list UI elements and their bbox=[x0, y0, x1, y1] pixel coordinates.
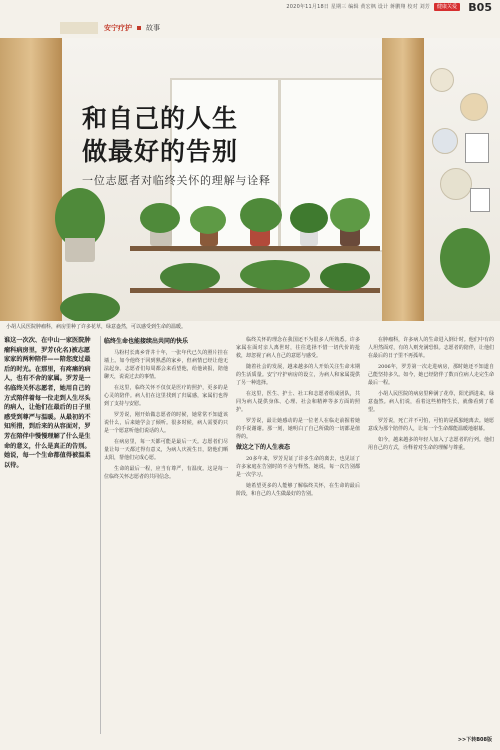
paragraph: 马粉村长离乡背井十年，一张年代已久的照片挂在墙上。如今他终于回到熟悉的家乡，但病情已经让他无法起身。志愿者们每周都会来看望他，给他读报，陪他聊天，说说过去的事情。 bbox=[104, 350, 228, 380]
hero-photo bbox=[0, 38, 500, 321]
paragraph: 罗芳说，最让她感动的是一位老人在临走前握着她的手说谢谢。那一刻，她明白了自己所做的一切都是值得的。 bbox=[236, 418, 360, 440]
paragraph: 在病房里，每一天都可能是最后一天。志愿者们尽量让每一天都过得有意义，为病人庆祝生日，陪他们晒太阳，帮他们完成心愿。 bbox=[104, 439, 228, 461]
title-line: 和自己的人生 bbox=[82, 104, 239, 133]
paragraph: 20多年来，罗芳见证了许多生命的离去，也见证了许多家庭在告别时的不舍与释然。她说，每一次告别都是一次学习。 bbox=[236, 456, 360, 478]
date-line: 2020年11月18日 星期三 编辑 黄宏枫 设计 蒋鹏翔 校对 刘芳 bbox=[286, 4, 430, 10]
continued-link[interactable]: >>下转B08版 bbox=[457, 737, 492, 743]
plant bbox=[320, 263, 370, 291]
paragraph: 随着社会的发展，越来越多的人开始关注生命末期的生活质量。安宁疗护病房的设立，为病人和家属提供了另一种选择。 bbox=[236, 364, 360, 386]
section-sub: 故事 bbox=[146, 24, 160, 32]
paragraph: 2006年，罗芳第一次走进病房，那时她还不知道自己能坚持多久。如今，她已经陪伴了数百位病人走完生命最后一程。 bbox=[368, 364, 494, 386]
paragraph: 临终关怀的理念在我国还不为很多人所熟悉。许多家属在面对亲人离世时，往往选择不惜一切代价的抢救，却忽视了病人自己的意愿与感受。 bbox=[236, 337, 360, 359]
paragraph: 她希望更多的人能够了解临终关怀，在生命的最后阶段，和自己的人生做最好的告别。 bbox=[236, 483, 360, 497]
section-badge: 健康关爱 bbox=[434, 3, 460, 11]
plant bbox=[60, 293, 120, 321]
photo-frame bbox=[465, 133, 489, 163]
paragraph: 在这里，医生、护士、社工和志愿者组成团队，共同为病人提供身体、心理、社会和精神等多方面的照护。 bbox=[236, 391, 360, 413]
plant bbox=[240, 198, 282, 232]
decor-plate bbox=[440, 168, 472, 200]
photo-frame bbox=[470, 188, 490, 212]
flower-pot bbox=[65, 238, 95, 262]
plant bbox=[330, 198, 370, 232]
article-column bbox=[104, 336, 228, 734]
paragraph: 在这里，临终关怀不仅仅是医疗的照护，更多的是心灵的陪伴。病人们在这里找到了归属感，家属们也得到了支持与安慰。 bbox=[104, 385, 228, 407]
section-divider bbox=[137, 26, 141, 30]
article-title bbox=[82, 102, 238, 168]
plant bbox=[190, 206, 226, 234]
article-subtitle: 一位志愿者对临终关怀的理解与诠释 bbox=[82, 174, 271, 187]
column-heading: 临终生命也能接续出共同的快乐 bbox=[104, 338, 189, 345]
plant bbox=[440, 228, 490, 288]
plant-shelf bbox=[130, 246, 380, 251]
curtain-left bbox=[0, 38, 62, 321]
paragraph: 生命的最后一程，应当有尊严，有温度。这是每一位临终关怀志愿者的共同信念。 bbox=[104, 466, 228, 480]
page-number: B05 bbox=[468, 1, 492, 14]
photo-caption: 小胡人民医院肿瘤科，病房里种了许多花草，绿意盎然，可以感受到生命的温暖。 bbox=[6, 324, 187, 330]
plant bbox=[240, 260, 310, 290]
decor-plate bbox=[460, 93, 488, 121]
article-column bbox=[368, 336, 494, 732]
curtain-right bbox=[382, 38, 424, 321]
plant bbox=[160, 263, 220, 291]
section-name: 安宁疗护 bbox=[104, 24, 132, 32]
paragraph: 罗芳说，刚开始做志愿者的时候，她常常不知道该说什么，后来她学会了倾听。很多时候，病人需要的只是一个愿意听他们说话的人。 bbox=[104, 412, 228, 434]
plant bbox=[290, 203, 328, 233]
paragraph: 罗芳说，死亡并不可怕，可怕的是孤独地离去。她愿意成为那个陪伴的人，让每一个生命都能温暖地谢幕。 bbox=[368, 418, 494, 432]
paragraph: 小胡人民医院的病房里种满了花草，阳光洒进来，绿意盎然。病人们说，看着这些植物生长，就像看到了希望。 bbox=[368, 391, 494, 413]
article-column bbox=[236, 336, 360, 734]
section-label bbox=[60, 22, 160, 34]
column-heading: 做这之下的人生表态 bbox=[236, 444, 291, 451]
article-lede: 谁这一次次、在中山一家医院肿瘤科病房里，罗芳(化名)被志愿家家的两种陪伴——陪您度过最后的时光。在那里，有疼痛的病人，也有不舍的家属。罗芳是一名临终关怀志愿者，她用自己的方式陪伴着每一位走到人生尽头的病人，让他们在最后的日子里感受到尊严与温暖。从最初的不知所措，到后来的从容面对，罗芳在陪伴中慢慢理解了什么是生命的意义，什么是真正的告别。她说，每一个生命都值得被温柔以待。 bbox=[4, 336, 101, 734]
decor-plate bbox=[430, 68, 454, 92]
paragraph: 如今，越来越多的年轻人加入了志愿者的行列。他们用自己的方式，诠释着对生命的理解与尊重。 bbox=[368, 437, 494, 451]
paragraph: 在肿瘤科，许多病人的生命进入倒计时。他们中有的人坦然面对，有的人则充满恐惧。志愿者的陪伴，让他们在最后的日子里不再孤单。 bbox=[368, 337, 494, 359]
page-header bbox=[0, 0, 500, 18]
title-line: 做最好的告别 bbox=[82, 137, 239, 166]
section-bar bbox=[60, 22, 98, 34]
plant bbox=[140, 203, 180, 233]
decor-plate bbox=[432, 128, 458, 154]
